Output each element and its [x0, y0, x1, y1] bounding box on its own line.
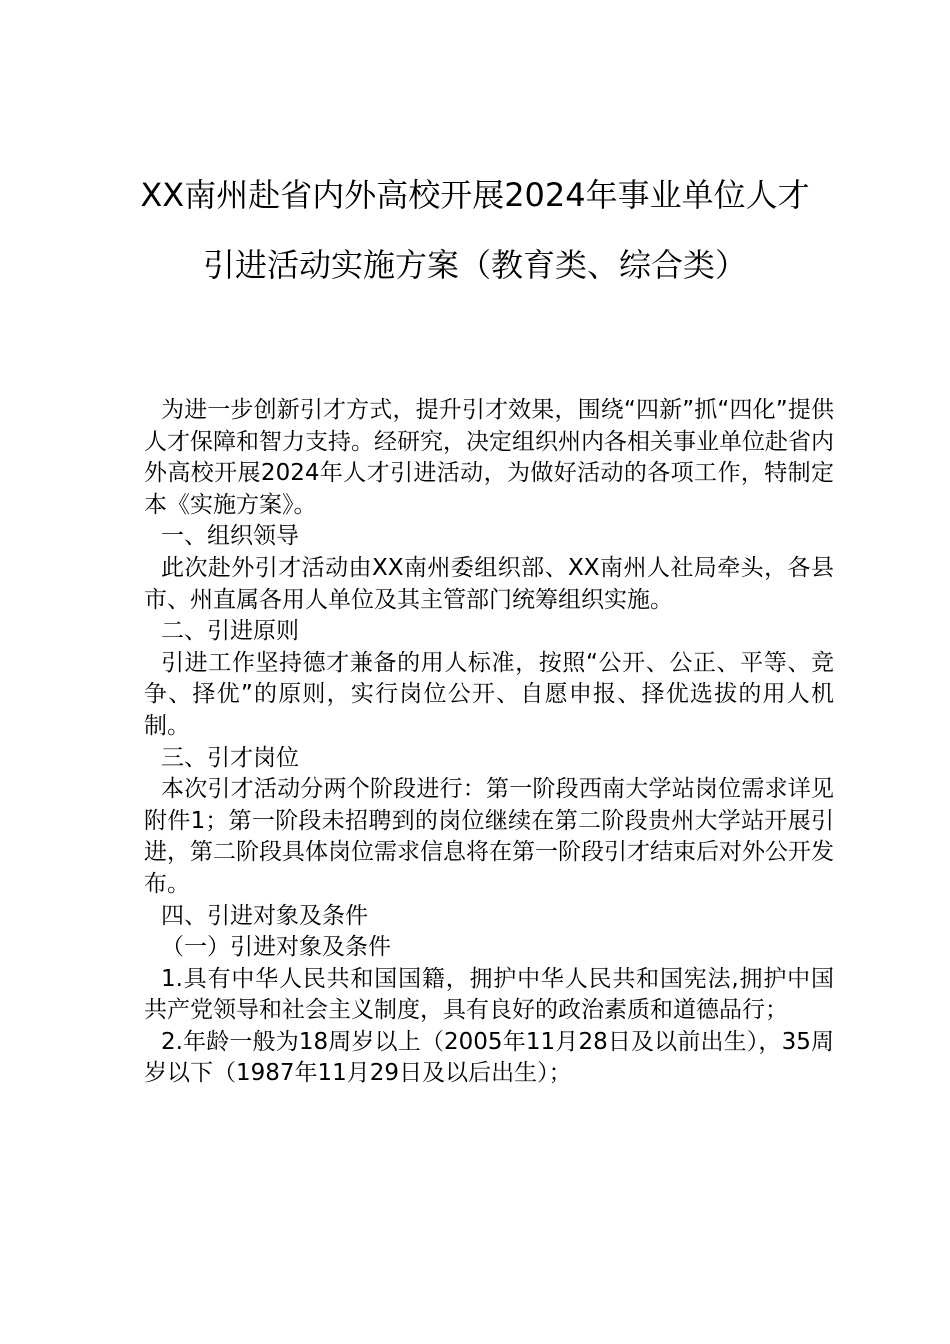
section-paragraph-2: 引进工作坚持德才兼备的用人标准，按照“公开、公正、平等、竞争、择优”的原则，实行岗位公开、自愿申报、择优选拔的用人机制。 [144, 649, 834, 739]
subsection-heading-1: （一）引进对象及条件 [161, 934, 391, 961]
intro-paragraph: 为进一步创新引才方式，提升引才效果，围绕“四新”抓“四化”提供人才保障和智力支持。经研究，决定组织州内各相关事业单位赴省内外高校开展2024年人才引进活动，为做好活动的各项工作，特制定本《实施方案》。 [144, 397, 834, 518]
section-heading-3: 三、引才岗位 [161, 744, 299, 771]
section-paragraph-1: 此次赴外引才活动由XX南州委组织部、XX南州人社局牵头，各县市、州直属各用人单位及其主管部门统筹组织实施。 [144, 554, 834, 613]
condition-item-2: 2.年龄一般为18周岁以上（2005年11月28日及以前出生），35周岁以下（1987年11月29日及以后出生）； [144, 1028, 834, 1087]
document-body [144, 395, 834, 1090]
section-heading-4: 四、引进对象及条件 [161, 902, 368, 929]
section-heading-1: 一、组织领导 [161, 523, 299, 550]
condition-item-1: 1.具有中华人民共和国国籍，拥护中华人民共和国宪法,拥护中国共产党领导和社会主义制度，具有良好的政治素质和道德品行； [144, 965, 834, 1024]
section-paragraph-3: 本次引才活动分两个阶段进行：第一阶段西南大学站岗位需求详见附件1；第一阶段未招聘到的岗位继续在第二阶段贵州大学站开展引进，第二阶段具体岗位需求信息将在第一阶段引才结束后对外公开发布。 [144, 776, 834, 897]
section-heading-2: 二、引进原则 [161, 618, 299, 645]
document-title: XX南州赴省内外高校开展2024年事业单位人才引进活动实施方案（教育类、综合类） [140, 176, 810, 284]
